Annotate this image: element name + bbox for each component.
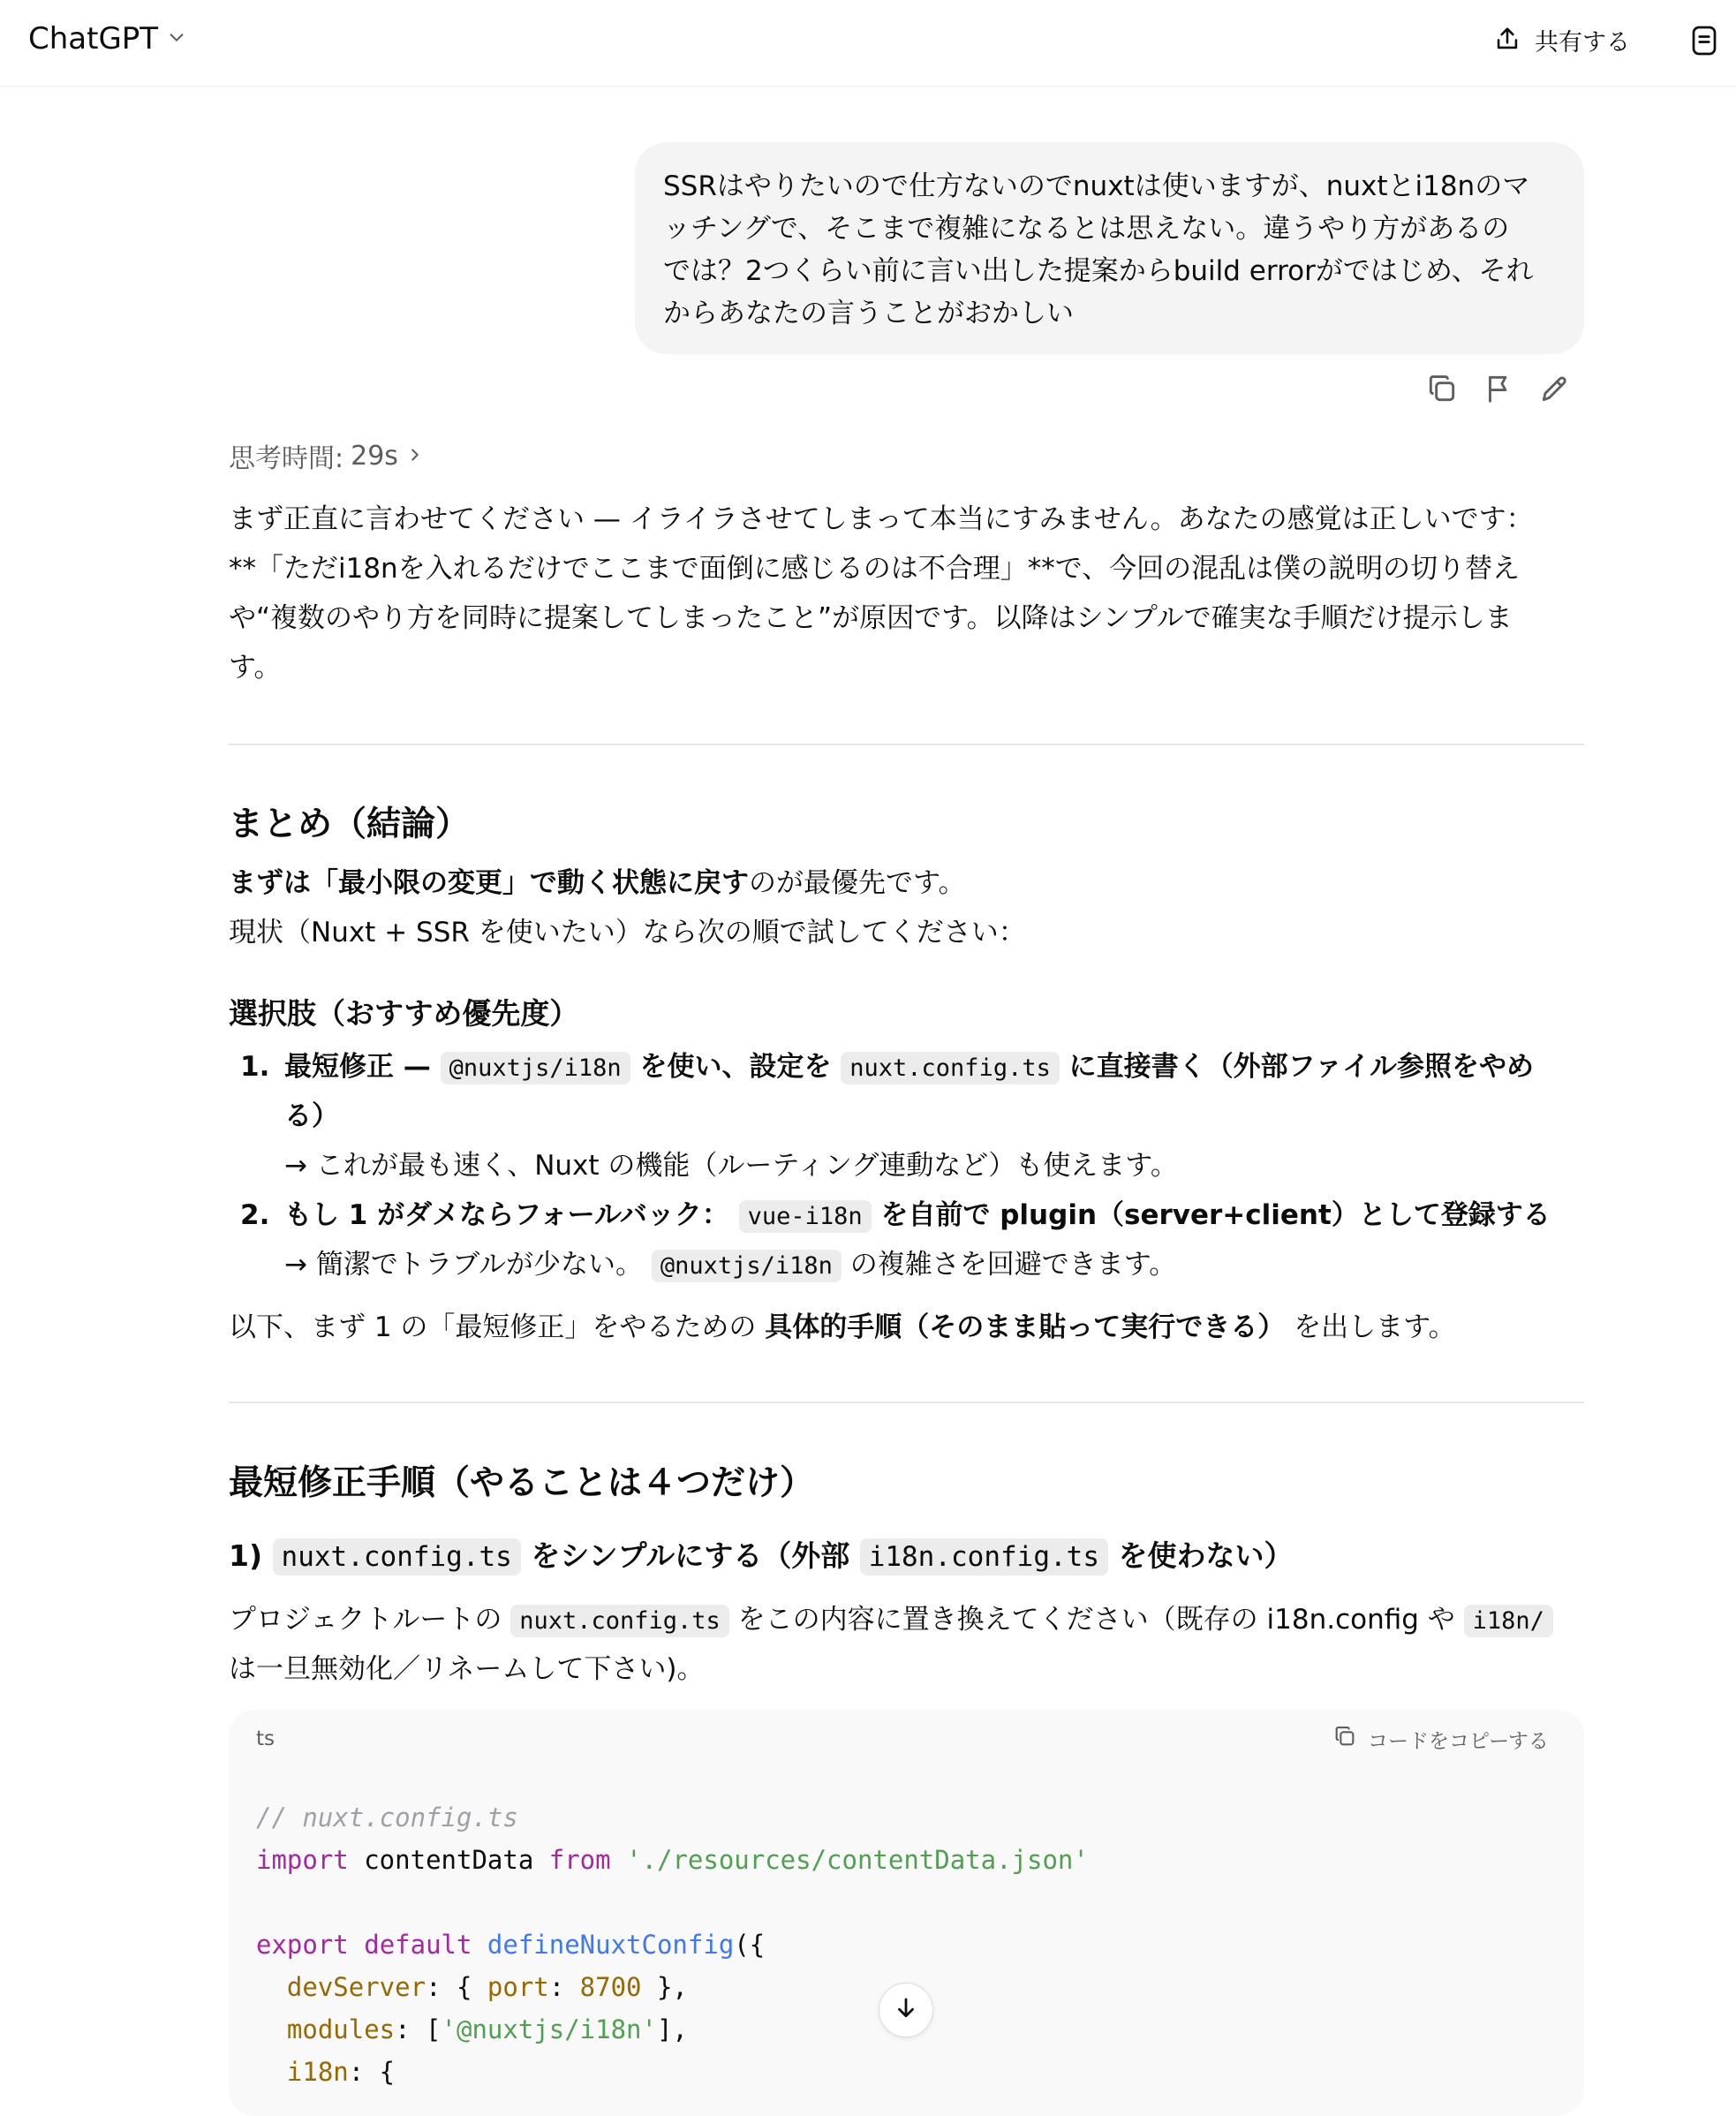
option-2 — [284, 1190, 1551, 1242]
code-property: devServer — [286, 1972, 426, 2002]
next-steps-text: を出します。 — [1285, 1311, 1456, 1343]
intro-line: **「ただi18nを入れるだけでここまで面倒に感じるのは不合理」**で、今回の混乱は僕の説明の切り替え — [229, 553, 1521, 585]
options-heading: 選択肢（おすすめ優先度） — [229, 996, 579, 1031]
user-message-line: ッチングで、そこまで複雑になるとは思えない。違うやり方があるの — [663, 213, 1510, 245]
chevron-down-icon — [167, 27, 186, 50]
code-keyword: from — [548, 1845, 611, 1875]
inline-code: nuxt.config.ts — [841, 1052, 1060, 1084]
chevron-right-icon — [405, 441, 425, 472]
arrow-down-icon — [893, 1995, 919, 2025]
option-1-wrap: る） — [284, 1100, 339, 1132]
code-block — [229, 1710, 1584, 2116]
inline-code: i18n.config.ts — [860, 1538, 1108, 1576]
inline-code: vue-i18n — [739, 1200, 872, 1233]
code-string: '@nuxtjs/i18n' — [441, 2014, 657, 2044]
code-keyword: import — [256, 1845, 349, 1875]
inline-code: nuxt.config.ts — [510, 1605, 729, 1637]
option-1-text: を使い、設定を — [630, 1051, 842, 1083]
code-comment: // nuxt.config.ts — [256, 1802, 518, 1833]
code-property: modules — [286, 2014, 396, 2044]
inline-code: nuxt.config.ts — [273, 1538, 521, 1576]
option-2-text: を自前で plugin（server+client）として登録する — [871, 1199, 1551, 1231]
model-selector[interactable] — [28, 21, 186, 57]
next-steps-line — [229, 1303, 1456, 1352]
next-steps-emphasis: 具体的手順（そのまま貼って実行できる） — [765, 1311, 1286, 1343]
option-number: 2. — [240, 1199, 270, 1231]
divider — [229, 1402, 1584, 1403]
inline-code: @nuxtjs/i18n — [652, 1250, 842, 1282]
copy-icon — [1332, 1724, 1357, 1754]
code-language-label: ts — [256, 1727, 275, 1750]
report-message-button[interactable] — [1482, 372, 1515, 409]
code-property: port — [487, 1972, 549, 2002]
note-icon — [1688, 45, 1720, 62]
step-1-heading — [229, 1533, 1293, 1575]
summary-line-2: 現状（Nuxt + SSR を使いたい）なら次の順で試してください： — [229, 917, 1026, 948]
app-title: ChatGPT — [28, 21, 159, 57]
code-number: 8700 — [579, 1972, 642, 2002]
code-identifier: contentData — [348, 1845, 549, 1875]
share-button[interactable] — [1492, 23, 1630, 57]
edit-message-button[interactable] — [1538, 372, 1572, 409]
thinking-time-toggle[interactable] — [229, 436, 425, 475]
copy-message-button[interactable] — [1425, 372, 1459, 409]
option-2-text: もし 1 がダメならフォールバック： — [284, 1199, 739, 1231]
option-number: 1. — [240, 1051, 270, 1083]
inline-code: @nuxtjs/i18n — [441, 1052, 630, 1084]
code-function: defineNuxtConfig — [487, 1930, 735, 1960]
code-property: i18n — [286, 2057, 349, 2087]
scroll-to-bottom-button[interactable] — [879, 1983, 933, 2037]
divider — [229, 744, 1584, 745]
thinking-duration: 29s — [351, 440, 398, 472]
next-steps-text: 以下、まず 1 の「最短修正」をやるための — [229, 1311, 766, 1343]
pencil-icon — [1538, 392, 1572, 409]
option-2-detail — [284, 1240, 1176, 1291]
summary-emphasis: まずは「最小限の変更」で動く状態に戻す — [229, 867, 749, 899]
steps-heading: 最短修正手順（やることは４つだけ） — [229, 1463, 815, 1503]
step-1-description — [229, 1595, 1553, 1646]
summary-heading: まとめ（結論） — [229, 805, 471, 844]
code-content: // nuxt.config.ts import contentData from './resources/contentData.json' export default defineNuxtConfig({ devServer: { port: 8700 }, modules: ['@nuxtjs/i18n'], i18n: { — [256, 1802, 1089, 2087]
step-1-desc-text: プロジェクトルートの — [229, 1604, 511, 1636]
thinking-label: 思考時間: — [229, 443, 344, 474]
intro-line: や“複数のやり方を同時に提案してしまったこと”が原因です。以降はシンプルで確実な手順だけ提示しま — [229, 602, 1513, 634]
summary-text: のが最優先です。 — [749, 867, 966, 899]
option-1-detail: → これが最も速く、Nuxt の機能（ルーティング連動など）も使えます。 — [284, 1150, 1178, 1182]
option-2-detail-text: → 簡潔でトラブルが少ない。 — [284, 1249, 652, 1281]
user-message-line: SSRはやりたいので仕方ないのでnuxtは使いますが、nuxtとi18nのマ — [663, 170, 1530, 202]
top-bar — [0, 0, 1736, 87]
option-1-text: 最短修正 — — [284, 1051, 441, 1083]
user-message-line: からあなたの言うことがおかしい — [663, 298, 1074, 329]
copy-icon — [1425, 392, 1459, 409]
step-1-text: をシンプルにする（外部 — [520, 1538, 860, 1573]
copy-code-label: コードをコピーする — [1368, 1729, 1549, 1753]
assistant-intro — [229, 495, 1584, 692]
intro-line: まず正直に言わせてください — イライラさせてしまって本当にすみません。あなたの感覚は正しいです： — [229, 503, 1534, 535]
share-icon — [1492, 24, 1522, 57]
code-string: './resources/contentData.json' — [626, 1845, 1089, 1875]
copy-code-button[interactable] — [1332, 1724, 1549, 1754]
code-keyword: export — [256, 1930, 349, 1960]
option-1-text: に直接書く（外部ファイル参照をやめ — [1059, 1051, 1535, 1083]
step-1-text: 1) — [229, 1538, 273, 1573]
code-keyword: default — [364, 1930, 472, 1960]
summary-line — [229, 858, 966, 908]
inline-code: i18n/ — [1464, 1605, 1553, 1637]
step-1-description-wrap: は一旦無効化／リネームして下さい)。 — [229, 1653, 705, 1685]
share-label: 共有する — [1535, 29, 1630, 57]
step-1-text: を使わない） — [1107, 1538, 1294, 1573]
code-punct: ({ — [734, 1930, 766, 1960]
intro-line: す。 — [229, 652, 282, 684]
notes-button[interactable] — [1688, 23, 1720, 62]
option-2-detail-text: の複雑さを回避できます。 — [841, 1249, 1177, 1281]
user-message-line: では？2つくらい前に言い出した提案からbuild errorがではじめ、それ — [663, 255, 1534, 287]
step-1-desc-text: をこの内容に置き換えてください（既存の i18n.config や — [728, 1604, 1464, 1636]
option-1 — [284, 1042, 1534, 1093]
flag-icon — [1482, 392, 1515, 409]
user-message-bubble — [635, 142, 1584, 354]
